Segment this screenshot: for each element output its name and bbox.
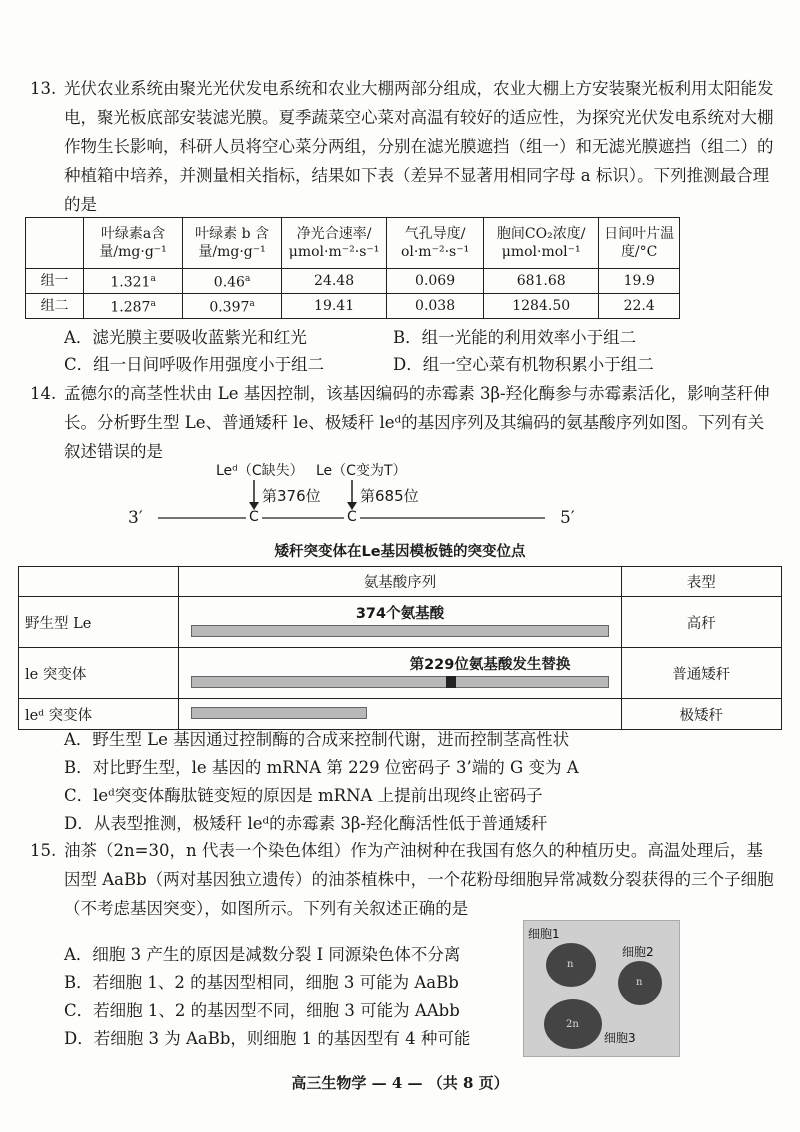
end-5-prime: 5′ <box>560 508 575 528</box>
mutation-1-label: Leᵈ（C缺失） <box>216 463 304 479</box>
header-phenotype: 表型 <box>621 567 781 597</box>
question-number: 15. <box>30 841 57 860</box>
header-temp: 日间叶片温度/°C <box>599 218 680 269</box>
q13-option-a: A．滤光膜主要吸收蓝紫光和红光 <box>64 328 307 347</box>
cell-3-label: 细胞3 <box>604 1031 636 1045</box>
question-stem: 油茶（2n=30，n 代表一个染色体组）作为产油树种在我国有悠久的种植历史。高温处理后，基因型 AaBb（两对基因独立遗传）的油茶植株中，一个花粉母细胞异常减数分裂获得的三个子细胞（不考虑基因突变），如图所示。下列有关叙述正确的是 <box>64 841 774 918</box>
cell-3: 2n <box>544 999 602 1049</box>
question-14 <box>30 379 775 466</box>
bar-note: 第229位氨基酸发生替换 <box>409 657 571 673</box>
q14-option-a: A．野生型 Le 基因通过控制酶的合成来控制代谢，进而控制茎高性状 <box>64 730 570 749</box>
question-number: 13. <box>30 79 57 98</box>
diagram-title: 矮秆突变体在Le基因模板链的突变位点 <box>274 544 526 560</box>
pollen-cells-photo <box>523 920 680 1057</box>
q13-option-c: C．组一日间呼吸作用强度小于组二 <box>64 355 325 374</box>
q14-option-b: B．对比野生型，le 基因的 mRNA 第 229 位密码子 3’端的 G 变为 A <box>64 758 579 777</box>
mutation-site-diagram <box>0 460 800 550</box>
base-c-2: C <box>347 509 357 525</box>
table-row: leᵈ 突变体 极矮秆 <box>19 699 782 730</box>
end-3-prime: 3′ <box>128 508 143 528</box>
header-chl-a: 叶绿素a含量/mg·g⁻¹ <box>84 218 183 269</box>
table-row: 野生型 Le 374个氨基酸 高秆 <box>19 597 782 648</box>
header-gs: 气孔导度/ ol·m⁻²·s⁻¹ <box>387 218 484 269</box>
cell-2-label: 细胞2 <box>622 945 654 959</box>
amino-acid-bar-led <box>191 707 366 719</box>
question-13 <box>30 74 775 219</box>
q14-sequence-table <box>18 566 782 730</box>
question-15 <box>30 836 775 923</box>
table-row: 组二 1.287$^a$ 0.397$^a$ 19.41 0.038 1284.50 22.4 <box>26 294 680 319</box>
cell-2: n <box>618 961 662 1005</box>
question-number: 14. <box>30 384 57 403</box>
question-stem: 孟德尔的高茎性状由 Le 基因控制，该基因编码的赤霉素 3β-羟化酶参与赤霉素活化，影响茎秆伸长。分析野生型 Le、普通矮秆 le、极矮秆 leᵈ的基因序列及其编码的氨基酸序列如图。下列有关叙述错误的是 <box>64 384 770 461</box>
amino-acid-bar-le <box>191 676 608 688</box>
q15-option-b: B．若细胞 1、2 的基因型相同，细胞 3 可能为 AaBb <box>64 973 459 992</box>
q14-option-d: D．从表型推测，极矮秆 leᵈ的赤霉素 3β-羟化酶活性低于普通矮秆 <box>64 814 548 833</box>
header-ci: 胞间CO₂浓度/μmol·mol⁻¹ <box>484 218 599 269</box>
page-footer: 高三生物学 — 4 — （共 8 页） <box>291 1074 509 1092</box>
q13-data-table <box>25 217 680 319</box>
substitution-mark <box>446 676 456 688</box>
q15-option-c: C．若细胞 1、2 的基因型不同，细胞 3 可能为 AAbb <box>64 1001 460 1020</box>
q15-option-a: A．细胞 3 产生的原因是减数分裂 I 同源染色体不分离 <box>64 945 461 964</box>
q15-option-d: D．若细胞 3 为 AaBb，则细胞 1 的基因型有 4 种可能 <box>64 1029 471 1048</box>
bar-note: 374个氨基酸 <box>355 606 445 622</box>
mutation-2-position: 第685位 <box>360 487 419 505</box>
table-row: 组一 1.321$^a$ 0.46$^a$ 24.48 0.069 681.68 19.9 <box>26 269 680 294</box>
header-pn: 净光合速率/μmol·m⁻²·s⁻¹ <box>282 218 387 269</box>
base-c-1: C <box>249 509 259 525</box>
mutation-2-label: Le（C变为T） <box>316 463 407 479</box>
cell-1-label: 细胞1 <box>528 927 560 941</box>
table-row: le 突变体 第229位氨基酸发生替换 普通矮秆 <box>19 648 782 699</box>
mutation-1-position: 第376位 <box>262 487 321 505</box>
header-chl-b: 叶绿素 b 含量/mg·g⁻¹ <box>183 218 282 269</box>
amino-acid-bar-wild <box>191 625 608 637</box>
question-stem: 光伏农业系统由聚光光伏发电系统和农业大棚两部分组成，农业大棚上方安装聚光板利用太阳能发电，聚光板底部安装滤光膜。夏季蔬菜空心菜对高温有较好的适应性，为探究光伏发电系统对大棚作物生长影响，科研人员将空心菜分两组，分别在滤光膜遮挡（组一）和无滤光膜遮挡（组二）的种植箱中培养，并测量相关指标，结果如下表（差异不显著用相同字母 a 标识）。下列推测最合理的是 <box>64 79 774 214</box>
q13-option-b: B．组一光能的利用效率小于组二 <box>393 328 637 347</box>
header-sequence: 氨基酸序列 <box>179 567 621 597</box>
q14-option-c: C．leᵈ突变体酶肽链变短的原因是 mRNA 上提前出现终止密码子 <box>64 786 543 805</box>
cell-1: n <box>546 943 596 987</box>
q13-option-d: D．组一空心菜有机物积累小于组二 <box>393 355 654 374</box>
